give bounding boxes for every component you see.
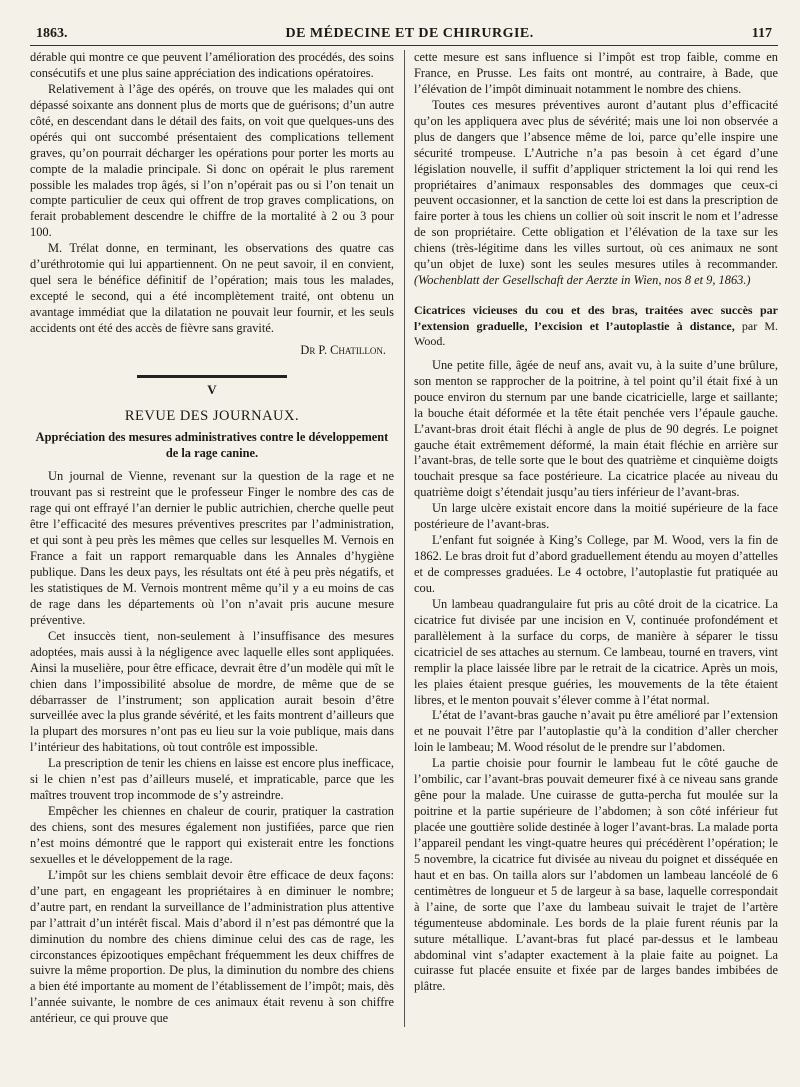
author-signature: Dr P. Chatillon. xyxy=(300,342,386,357)
paragraph: L’enfant fut soignée à King’s College, par M. Wood, vers la fin de 1862. Le bras droit fut d’abord graduellement étendu au moyen d’attelles et de compresses graduées. Le 4 octobre, l’autoplastie fut pratiquée au cou. xyxy=(414,533,778,595)
paragraph-text: Toutes ces mesures préventives auront d’autant plus d’efficacité qu’on les appliquera avec plus de sévérité; mais une loi non observée a plus de dangers que l’absence même de loi, parce qu’elle inspire une sécurité trompeuse. L’Autriche n’a pas besoin à cet égard d’une législation nouvelle, il suffit d’appliquer strictement la loi qui rend les propriétaires d’animaux responsables des dommages que ceux-ci peuvent occasionner, et la sanction de cette loi est dans la prescription de faire porter à tous les chiens un collier où soit inscrit le nom et l’adresse de son propriétaire. Cette obligation et l’élévation de la taxe sur les chiens (très-légitime dans les villes surtout, où ces animaux ne sont qu’un objet de luxe) sont les seules mesures utiles à recommander. xyxy=(414,97,778,272)
section-divider xyxy=(30,375,394,399)
journal-source: (Wochenblatt der Gesellschaft der Aerzte in Wien, nos 8 et 9, 1863.) xyxy=(414,273,751,288)
two-column-body xyxy=(30,50,778,1027)
paragraph: Un lambeau quadrangulaire fut pris au côté droit de la cicatrice. La cicatrice fut divisée par une incision en V, continuée profondément et parallèlement à la surface du corps, de manière à séparer le tissu cicatriciel de ses attaches au sternum. Ce lambeau, tourné en travers, vint remplir la place laissée libre par le retrait de la cicatrice. Après un mois, les plaies étaient presque guéries, les mouvements de la tête étaient libres, et le menton pouvait s’élever comme à l’état normal. xyxy=(414,596,778,707)
paragraph: Un journal de Vienne, revenant sur la question de la rage et ne trouvant pas si restreint que le professeur Finger le nombre des cas de rage qui ont effrayé l’an dernier le public autrichien, cherche quelle peut être l’efficacité des mesures préventives prescrites par l’administration, et qui sont à peu près les mêmes que celles sur lesquelles M. Vernois en France a fait un rapport remarquable dans les Annales d’hygiène publique. Dans les deux pays, les résultats ont été à peu près négatifs, et les statistiques de M. Vernois montrent même qu’il y a eu moins de cas de rage dans les départements où l’on n’avait pris aucune mesure préventive. xyxy=(30,469,394,627)
paragraph: La prescription de tenir les chiens en laisse est encore plus inefficace, si le chien n’est pas d’ailleurs muselé, et impraticable, parce que les maîtres trouvent trop incommode de s’y astreindre. xyxy=(30,756,394,803)
header-journal-title: DE MÉDECINE ET DE CHIRURGIE. xyxy=(285,26,534,41)
running-head xyxy=(30,26,778,46)
article-title: Appréciation des mesures administratives contre le développement de la rage canine. xyxy=(35,430,389,461)
paragraph: Un large ulcère existait encore dans la moitié supérieure de la face postérieure de l’avant-bras. xyxy=(414,501,778,532)
article-author: par M. Wood. xyxy=(414,318,778,349)
section-number: V xyxy=(207,381,217,397)
paragraph: L’état de l’avant-bras gauche n’avait pu être amélioré par l’extension et ne pouvait l’être par l’autoplastie qu’à la condition d’aller chercher loin le lambeau; M. Wood résolut de le prendre sur l’abdomen. xyxy=(414,708,778,755)
header-page-number: 117 xyxy=(751,26,772,41)
paragraph: M. Trélat donne, en terminant, les observations des quatre cas d’uréthrotomie qui lui appartiennent. On ne peut savoir, il en convient, quel sera le bénéfice définitif de l’opération; mais tous les malades, excepté le second, qui a été incomplètement traité, ont obtenu un avantage immédiat que la dilatation ne pouvait leur fournir, et les seuls accidents ont été des accès de fièvre sans gravité. xyxy=(30,241,394,335)
left-column xyxy=(30,50,394,1027)
right-column xyxy=(404,50,778,1027)
paragraph: dérable qui montre ce que peuvent l’amélioration des procédés, des soins consécutifs et une plus saine appréciation des indications opératoires. xyxy=(30,50,394,80)
paragraph: cette mesure est sans influence si l’impôt est trop faible, comme en France, en Prusse. Les faits ont montré, au contraire, à Bade, que l’élévation de l’impôt diminuait notamment le nombre des chiens. xyxy=(414,50,778,96)
article-title xyxy=(414,303,778,350)
paragraph: Une petite fille, âgée de neuf ans, avait vu, à la suite d’une brûlure, son menton se rapprocher de la poitrine, à tel point qu’il était fixé à un pouce environ du sternum par une bande cicatricielle, large et saillante; la bouche était déformée et la tête était penchée vers l’épaule gauche. L’avant-bras droit était fléchi à angle de plus de 90 degrés. Le poignet gauche était extrêmement déformé, la main était fléchie en arrière sur l’avant-bras, de telle sorte que le bout des quatrième et cinquième doigts touchait presque sa face postérieure. La cicatrice placée au niveau du quatrième doigt s’étendait jusqu’au tiers inférieur de l’avant-bras. xyxy=(414,357,778,500)
paragraph xyxy=(414,98,778,289)
header-year: 1863. xyxy=(36,26,68,41)
paragraph: La partie choisie pour fournir le lambeau fut le côté gauche de l’ombilic, car l’avant-bras pouvait demeurer fixé à ce niveau sans grande gêne pour la malade. Une cuirasse de gutta-percha fut moulée sur la poitrine et la partie supérieure de l’abdomen; à son côté inférieur fut placée une gouttière solide destinée à loger l’avant-bras. La malade porta l’appareil pendant les vingt-quatre heures qui précédèrent l’opération; le 5 novembre, la cicatrice fut divisée au niveau du poignet et disséquée en haut et en bas. On tailla alors sur l’abdomen un lambeau lancéolé de 6 centimètres de longueur et 5 de largeur à sa base, laquelle correspondait à l’aine, de sorte que l’axe du lambeau suivait le trajet de l’artère tégumenteuse abdominale. Les bords de la plaie furent réunis par la suture métallique. L’avant-bras fut placé par-dessus et le lambeau abdominal vint s’adapter exactement à la plaie faite au poignet. La cuirasse fut placée ensuite et fixée par de larges bandes imbibées de plâtre. xyxy=(414,756,778,994)
divider-rule xyxy=(137,375,287,378)
paragraph: L’impôt sur les chiens semblait devoir être efficace de deux façons: d’une part, en engageant les propriétaires à en diminuer le nombre; d’autre part, en rendant la surveillance de l’administration plus attentive par l’attrait d’un intérêt fiscal. Mais d’abord il n’est pas démontré que la diminution du nombre des chiens diminue celui des cas de rage, les circonstances épizootiques empêchant fréquemment les deux chiffres de suivre la même proportion. De plus, la diminution du nombre des chiens a bien été importante au moment de l’établissement de l’impôt; mais, dès l’année suivante, le nombre de ces animaux était revenu à son chiffre antérieur, ce qui prouve que xyxy=(30,867,394,1026)
article-title-text: Cicatrices vicieuses du cou et des bras, traitées avec succès par l’extension graduelle, l’excision et l’autoplastie à distance, xyxy=(414,303,778,333)
paragraph: Empêcher les chiennes en chaleur de courir, pratiquer la castration des chiens, sont des mesures également non justifiées, parce que rien n’est moins démontré que le rapport qui existerait entre les fonctions sexuelles et le développement de la rage. xyxy=(30,804,394,866)
paragraph: Cet insuccès tient, non-seulement à l’insuffisance des mesures adoptées, mais aussi à la négligence avec laquelle elles sont appliquées. Ainsi la muselière, pour être efficace, devrait être d’un modèle qui mît le chien dans l’impossibilité absolue de mordre, de même que de se débarrasser de l’instrument; son application aurait besoin d’être surveillée avec la plus grande sévérité, et les faits montrent d’ailleurs que la plupart des morsures n’ont pas eu lieu sur la voie publique, mais dans l’intérieur des habitations, où tout contrôle est impossible. xyxy=(30,628,394,755)
section-title: REVUE DES JOURNAUX. xyxy=(124,407,300,424)
paragraph: Relativement à l’âge des opérés, on trouve que les malades qui ont dépassé soixante ans donnent plus de morts que de guérisons; d’un autre côté, en descendant dans le détail des faits, on voit que quelques-uns des opérés qui ont succombé présentaient des complications tellement graves, qu’on pourrait décharger les opérations pour porter les morts au compte de la maladie principale. Si donc on opérait le plus rarement possible les malades trop âgés, si l’on n’opérait pas ou si l’on tenait un compte particulier de ceux qui offrent de trop graves complications, on ferait probablement descendre le chiffre de la mortalité à 2 ou 3 pour 100. xyxy=(30,81,394,240)
